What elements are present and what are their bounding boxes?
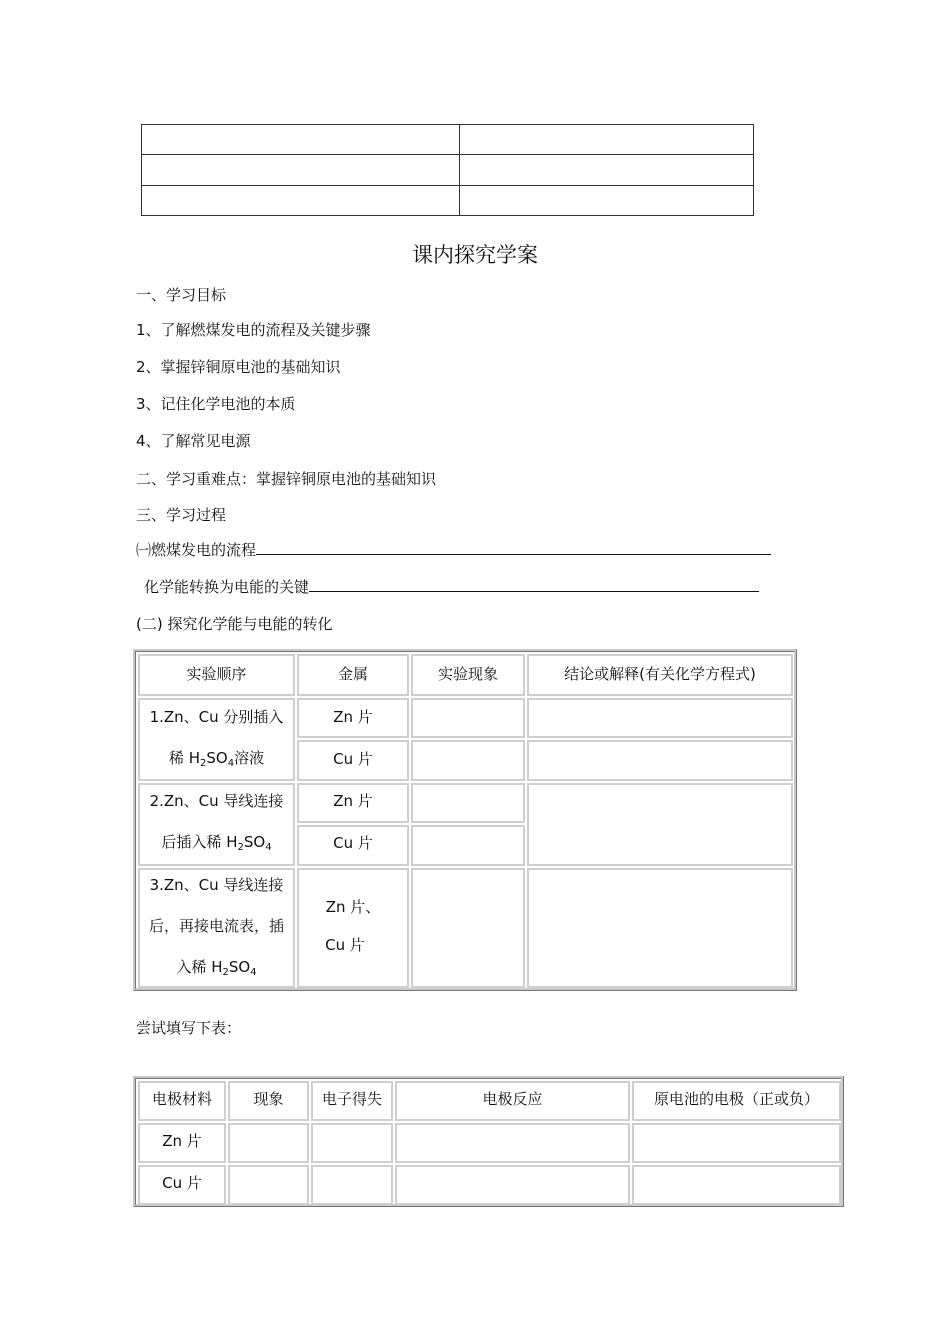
text-part: SO [228, 958, 251, 976]
metal-label: Zn 片 [333, 708, 373, 726]
material-label: Zn 片 [162, 1132, 202, 1150]
experiment-2-cell [138, 783, 295, 866]
metal-label: Cu 片 [333, 834, 373, 852]
subscript: 2 [222, 967, 229, 978]
experiment-1-line-2 [140, 747, 293, 769]
header-label: 现象 [253, 1090, 284, 1108]
header-label: 电子得失 [321, 1090, 382, 1108]
fill-line-1 [136, 539, 771, 560]
electrode-table [133, 1076, 844, 1207]
experiment-3-line-1: 3.Zn、Cu 导线连接 [149, 876, 284, 894]
text-part: SO [206, 749, 228, 767]
header-label: 金属 [337, 665, 368, 683]
answer-cell[interactable] [228, 1123, 309, 1163]
header-cell [228, 1081, 309, 1121]
answer-cell[interactable] [411, 698, 525, 738]
header-cell [632, 1081, 841, 1121]
header-cell [411, 654, 525, 696]
metal-cell [297, 825, 409, 866]
answer-cell[interactable] [311, 1165, 393, 1205]
subscript: 4 [250, 967, 257, 978]
try-fill-label: 尝试填写下表： [136, 1019, 242, 1037]
header-cell [311, 1081, 393, 1121]
metal-label: Cu 片 [333, 750, 373, 768]
fill-line-1-label: ㈠燃煤发电的流程 [136, 541, 257, 559]
answer-cell[interactable] [411, 868, 525, 988]
experiment-1-line-1: 1.Zn、Cu 分别插入 [149, 708, 284, 726]
section-explore-heading: (二) 探究化学能与电能的转化 [136, 615, 333, 633]
text-part: SO [243, 833, 266, 851]
section-key-points: 二、学习重难点：掌握锌铜原电池的基础知识 [136, 470, 437, 488]
header-label: 结论或解释(有关化学方程式) [564, 665, 756, 683]
goal-3: 3、记住化学电池的本质 [136, 395, 296, 413]
answer-cell[interactable] [311, 1123, 393, 1163]
material-cell [138, 1165, 226, 1205]
header-cell [138, 1081, 226, 1121]
header-label: 实验现象 [437, 665, 498, 683]
answer-cell[interactable] [527, 868, 793, 988]
metal-cell [297, 740, 409, 781]
text-part: 稀 H [168, 749, 200, 767]
section-goals-heading: 一、学习目标 [136, 286, 227, 304]
text-part: 入稀 H [176, 958, 223, 976]
header-label: 实验顺序 [186, 665, 247, 683]
answer-cell[interactable] [228, 1165, 309, 1205]
fill-line-2 [144, 576, 759, 597]
answer-cell[interactable] [527, 740, 793, 781]
metal-cell [297, 868, 409, 988]
material-cell [138, 1123, 226, 1163]
header-label: 原电池的电极（正或负） [653, 1090, 819, 1108]
subscript: 2 [237, 842, 244, 853]
metal-cell [297, 783, 409, 823]
experiment-3-cell [138, 868, 295, 988]
experiment-2-line-1: 2.Zn、Cu 导线连接 [149, 792, 284, 810]
header-cell [297, 654, 409, 696]
blank-underline[interactable] [256, 540, 771, 555]
experiment-2-line-2 [140, 831, 293, 853]
goal-2: 2、掌握锌铜原电池的基础知识 [136, 358, 341, 376]
subscript: 4 [265, 842, 272, 853]
metal-cell [297, 698, 409, 738]
answer-cell[interactable] [395, 1123, 630, 1163]
blank-header-table [141, 124, 754, 216]
text-part: 溶液 [234, 749, 265, 767]
blank-underline[interactable] [309, 577, 759, 592]
page-title: 课内探究学案 [412, 243, 538, 267]
answer-cell[interactable] [527, 783, 793, 866]
goal-4: 4、了解常见电源 [136, 432, 251, 450]
experiment-1-cell [138, 698, 295, 781]
subscript: 4 [227, 758, 235, 769]
section-process-heading: 三、学习过程 [136, 506, 227, 524]
answer-cell[interactable] [527, 698, 793, 738]
experiment-table [133, 649, 797, 991]
fill-line-2-label: 化学能转换为电能的关键 [144, 578, 310, 596]
goal-1: 1、了解燃煤发电的流程及关键步骤 [136, 321, 371, 339]
metal-label: Zn 片 [333, 792, 373, 810]
answer-cell[interactable] [411, 825, 525, 866]
material-label: Cu 片 [162, 1174, 202, 1192]
experiment-3-line-2: 后，再接电流表，插 [148, 917, 284, 935]
answer-cell[interactable] [411, 783, 525, 823]
answer-cell[interactable] [411, 740, 525, 781]
answer-cell[interactable] [632, 1123, 841, 1163]
metal-label: Cu 片 [325, 936, 365, 954]
header-label: 电极反应 [482, 1090, 543, 1108]
experiment-3-line-3 [140, 956, 293, 978]
metal-label: Zn 片、 [325, 898, 381, 916]
subscript: 2 [199, 758, 207, 769]
header-label: 电极材料 [151, 1090, 212, 1108]
answer-cell[interactable] [395, 1165, 630, 1205]
answer-cell[interactable] [632, 1165, 841, 1205]
header-cell [138, 654, 295, 696]
header-cell [395, 1081, 630, 1121]
header-cell [527, 654, 793, 696]
text-part: 后插入稀 H [161, 833, 238, 851]
